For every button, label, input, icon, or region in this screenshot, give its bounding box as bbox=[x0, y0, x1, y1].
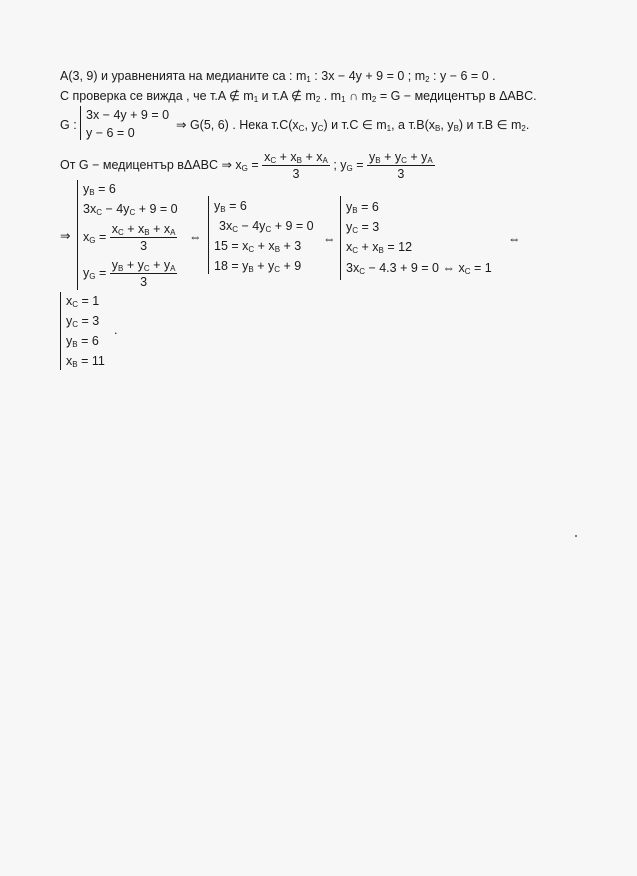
system3-row-1: $y_B = 6$ bbox=[346, 200, 379, 215]
centroid-result-line: ⇒ G(5, 6) . Нека $т.C(x_C$, $y_C$) и т.C ∈ $m_1$, а $т.B(x_B$, $y_B$) и т.B ∈ $m_2$. bbox=[176, 118, 530, 133]
system4-row-2: $y_C = 3$ bbox=[66, 314, 100, 329]
system2-row-2: $3x_C - 4y_C + 9 = 0$ bbox=[219, 219, 314, 234]
equivalence-symbol: ⇔ bbox=[323, 232, 336, 246]
system-equation-1: 3x − 4y + 9 = 0 bbox=[86, 108, 170, 122]
scan-speck bbox=[575, 535, 577, 537]
system4-row-1: $x_C = 1$ bbox=[66, 294, 100, 309]
problem-statement-line: A(3, 9) и уравненията на медианите са : $m_1$ : 3x − 4y + 9 = 0 ; $m_2$ : y − 6 = 0 . bbox=[60, 69, 496, 84]
system3-row-3: $x_C + x_B = 12$ bbox=[346, 240, 413, 255]
system-bracket bbox=[77, 180, 78, 290]
system3-row-2: $y_C = 3$ bbox=[346, 220, 380, 235]
fraction-x: $\frac{x_C + x_B + x_A}{3}$ bbox=[264, 150, 328, 182]
fraction-y: $\frac{y_B + y_C + y_A}{3}$ bbox=[369, 150, 433, 182]
system3-row-4: $3x_C - 4.3 + 9 = 0$ ⇔ $x_C = 1$ bbox=[346, 261, 492, 276]
fraction: $\frac{x_C + x_B + x_A}{3}$ bbox=[111, 222, 176, 254]
system-equation-2: y − 6 = 0 bbox=[86, 126, 135, 140]
system1-row-4: $y_G$ = $\frac{y_B + y_C + y_A}{3}$ bbox=[83, 258, 176, 290]
verification-line: С проверка се вижда , че т.A ∉ $m_1$ и т.A ∉ $m_2$ . $m_1$ ∩ $m_2 = G$ − медицентър в ΔABC. bbox=[60, 89, 537, 104]
system1-row-3: $x_G$ = $\frac{x_C + x_B + x_A}{3}$ bbox=[83, 222, 176, 254]
centroid-formula-line: От G − медицентър вΔABC ⇒ $x_G$ = $\frac{x_C + x_B + x_A}{3}$ ; $y_G$ = $\frac{y_B + y_C + y_A}{3}$ bbox=[60, 150, 433, 182]
equivalence-symbol: ⇔ bbox=[508, 232, 521, 246]
system2-row-1: $y_B = 6$ bbox=[214, 199, 247, 214]
end-dot: . bbox=[114, 323, 118, 337]
system-bracket bbox=[340, 196, 341, 280]
system2-row-4: $18 = y_B + y_C + 9$ bbox=[214, 259, 302, 274]
system4-row-4: $x_B = 11$ bbox=[66, 354, 105, 369]
equivalence-symbol: ⇔ bbox=[189, 230, 202, 244]
system1-row-2: $3x_C - 4y_C + 9 = 0$ bbox=[83, 202, 178, 217]
implies-arrow: ⇒ bbox=[60, 229, 71, 243]
centroid-label: G : bbox=[60, 118, 77, 132]
system-bracket bbox=[80, 106, 81, 140]
system-bracket bbox=[60, 292, 61, 370]
system1-row-1: $y_B = 6$ bbox=[83, 182, 116, 197]
system4-row-3: $y_B = 6$ bbox=[66, 334, 99, 349]
fraction: $\frac{y_B + y_C + y_A}{3}$ bbox=[111, 258, 176, 290]
system2-row-3: $15 = x_C + x_B + 3$ bbox=[214, 239, 302, 254]
system-bracket bbox=[208, 196, 209, 274]
